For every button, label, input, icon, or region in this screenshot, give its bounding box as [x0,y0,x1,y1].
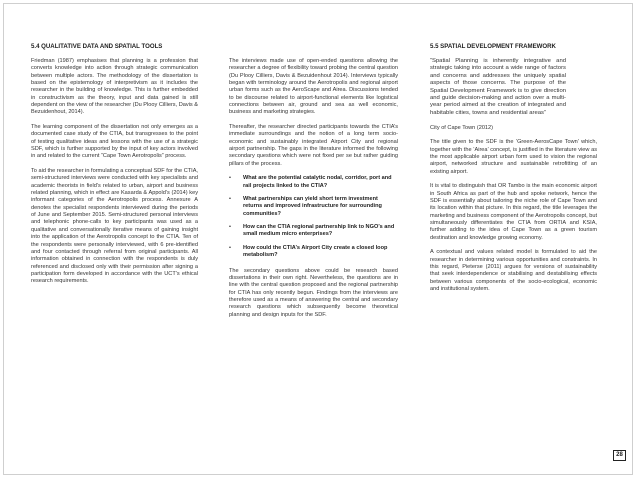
section-heading-qualitative-data: 5.4 QUALITATIVE DATA AND SPATIAL TOOLS [31,43,163,50]
section-heading-spatial-framework: 5.5 SPATIAL DEVELOPMENT FRAMEWORK [430,43,556,50]
paragraph: To aid the researcher in formulating a conceptual SDF for the CTIA, semi-structured interviews were conducted with key specialists and academic theorists in field’s related to urban, airport and business related planning, which in effect are Kasarda & Appold’s (2014) key informant categories of the Aerotropolis process. Annexure A denotes the specialist respondents interviewed during the periods of June and September 2015. Semi-structured personal interviews and telephonic phone-calls to key participants was used as a qualitative and conversationally iterative means of gaining insight into the application of the Aerotropolis concept to the CTIA. Ten of the respondents were personally interviewed, with 6 pre-identified and four contacted through referral from original participants. All information obtained in connection with the respondents is duly referenced and disclosed only with their permission after signing a participation form developed in accordance with the UCT’s ethical research requirements. [31,168,198,285]
paragraph: A contextual and values related model is formulated to aid the researcher in determining various opportunities and constraints. In this regard, Pieterse (2011) argues for versions of sustainability that seek interdependence or stabilising and destabilising effects between various components of the socio-ecological, economic and institutional system. [430,249,597,292]
list-item [229,224,398,239]
page-number: 28 [613,450,626,461]
list-item [229,175,398,190]
bullet-marker: • [229,224,231,231]
paragraph: The secondary questions above could be research based dissertations in their own right. Nevertheless, the questions are in line with the central question proposed and the regional partnership for CTIA has only recently begun. Findings from the interviews are therefore used as a means of answering the central and secondary research questions which subsequently become theoretical planning and design inputs for the SDF. [229,267,398,318]
paragraph: Friedman (1987) emphasises that planning is a profession that converts knowledge into action through strategic communication between multiple actors. The methodology of the dissertation is based on the epistemology of interpretivism as it includes the researcher in the building of knowledge. This is further embedded in constructivism as the theory, input and data gained is still dependent on the view of the researcher (Du Plooy Cilliers, Davis & Bezuidenhout, 2014). [31,58,198,116]
block-quote: “Spatial Planning is inherently integrative and strategic taking into account a wide range of factors and concerns and addresses the uniquely spatial aspects of those concerns. The purpose of the Spatial Development Framework is to give direction and guide decision-making and action over a multi-year period aimed at the creation of integrated and habitable cities, towns and residential areas” [430,58,566,116]
paragraph: The learning component of the dissertation not only emerges as a documented case study of the CTIA, but transgresses to the point of testing qualitative ideas and lessons with the use of a strategic SDF, which is further supported by the input of key actors involved in and related to the current “Cape Town Aerotropolis” process. [31,124,198,160]
question-text: How can the CTIA regional partnership link to NGO’s and small medium micro enterprises? [243,224,395,238]
question-text: What are the potential catalytic nodal, corridor, port and rail projects linked to the CTIA? [243,175,392,189]
text-column-middle [229,58,398,326]
bullet-marker: • [229,244,231,251]
paragraph: Thereafter, the researcher directed participants towards the CTIA’s immediate surroundings and the notion of a long term socio-economic and sustainably integrated Airport City and regional airport partnership. The gaps in the literature informed the following secondary questions which were not fixed per se but rather guiding pillars of the process. [229,124,398,167]
bullet-marker: • [229,175,231,182]
paragraph: The interviews made use of open-ended questions allowing the researcher a degree of flexibility toward probing the central question (Du Plooy Cilliers, Davis & Bezuidenhout 2014). Interviews typically began with terminology around the Aerotropolis and regional airport urban forms such as the AeroScape and Airea. Discussions tended to be discourse related to airport-functional elements like logistical connections between air, ground and sea as well economic, business and marketing strategies. [229,58,398,116]
bullet-marker: • [229,196,231,203]
question-text: How could the CTIA’s Airport City create a closed loop metabolism? [243,244,388,259]
paragraph: It is vital to distinguish that OR Tambo is the main economic airport in South Africa as part of the hub and spoke network, hence the SDF is essentially about tailoring the niche role of Cape Town and its location within that picture. In this regard, the title leverages the marketing and business component of the Aerotropolis concept, but simultaneously differentiates the CTIA from ORTIA and KSIA, further adding to the idea of Cape Town as a green tourism destination and knowledge growing economy. [430,183,597,241]
list-item [229,245,398,260]
question-text: What partnerships can yield short term investment returns and improved infrastructure for surrounding communities? [243,196,382,217]
secondary-questions-list [229,175,398,259]
text-column-right [430,58,597,301]
paragraph: The title given to the SDF is the ‘Green-AerosCape Town’ which, together with the ‘Airea’ concept, is justified in the literature view as the most applicable airport urban form used to vision the regional airport, networked structure and sustainable retrofitting of an existing airport. [430,139,597,175]
quote-attribution: City of Cape Town (2012) [430,124,494,131]
list-item [229,196,398,218]
text-column-left [31,58,198,293]
